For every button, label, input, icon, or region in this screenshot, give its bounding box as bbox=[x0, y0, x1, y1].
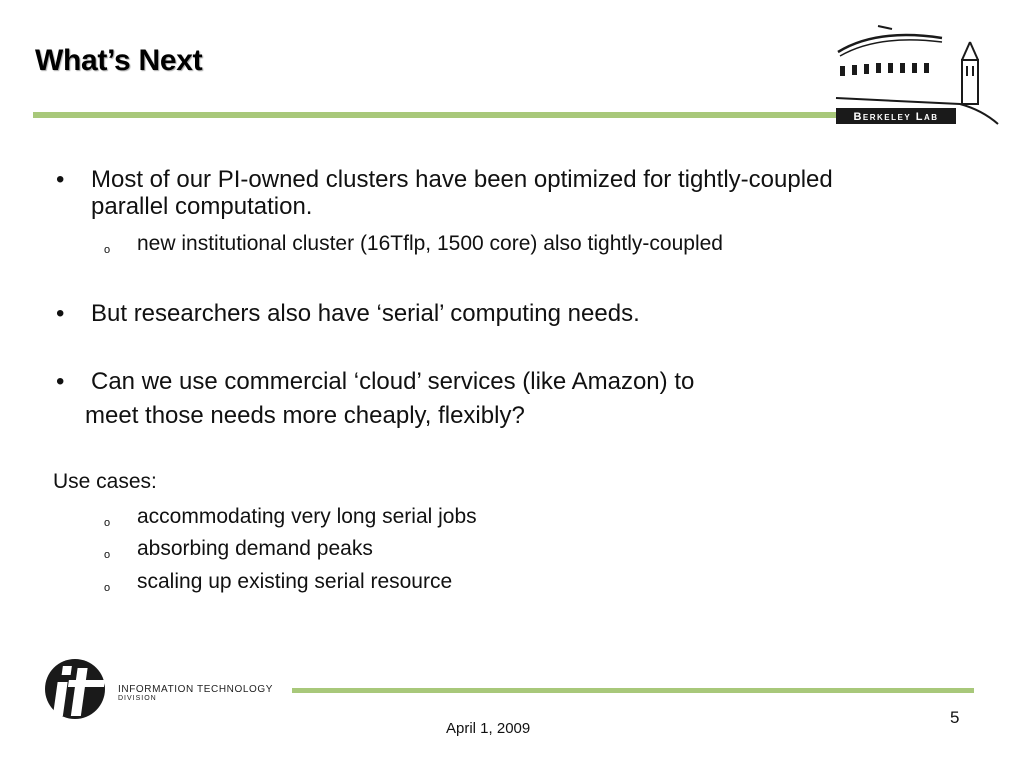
sub-bullet-marker: o bbox=[104, 517, 111, 529]
berkeley-lab-logo bbox=[832, 20, 1000, 130]
bullet-marker: • bbox=[56, 300, 65, 327]
it-division-subtitle: DIVISION bbox=[118, 695, 157, 702]
sub-bullet-marker: o bbox=[104, 549, 111, 561]
sub-bullet-marker: o bbox=[104, 582, 111, 594]
bullet-marker: • bbox=[56, 368, 65, 395]
use-cases-heading: Use cases: bbox=[53, 470, 157, 493]
bullet-marker: • bbox=[56, 166, 65, 193]
it-division-name: INFORMATION TECHNOLOGY bbox=[118, 684, 274, 695]
slide-title: What’s Next bbox=[35, 44, 203, 77]
bullet-text-line: Can we use commercial ‘cloud’ services (like Amazon) to bbox=[91, 368, 695, 395]
berkeley-lab-logo-text: Berkeley Lab bbox=[853, 111, 939, 123]
title-underline-rule bbox=[33, 112, 843, 118]
it-division-logo bbox=[42, 658, 112, 720]
sub-bullet-marker: o bbox=[104, 244, 111, 256]
sub-bullet-text: new institutional cluster (16Tflp, 1500 core) also tightly-coupled bbox=[137, 232, 723, 255]
bullet-text-line: But researchers also have ‘serial’ computing needs. bbox=[91, 300, 640, 327]
bullet-text-line: Most of our PI-owned clusters have been optimized for tightly-coupled bbox=[91, 166, 833, 193]
page-number: 5 bbox=[950, 708, 960, 727]
use-case-text: absorbing demand peaks bbox=[137, 537, 373, 560]
footer-rule bbox=[292, 688, 974, 693]
use-case-text: accommodating very long serial jobs bbox=[137, 505, 477, 528]
footer-date: April 1, 2009 bbox=[446, 720, 531, 737]
use-case-text: scaling up existing serial resource bbox=[137, 570, 453, 593]
bullet-text-line: meet those needs more cheaply, flexibly? bbox=[85, 402, 525, 429]
bullet-text-line: parallel computation. bbox=[91, 193, 313, 220]
